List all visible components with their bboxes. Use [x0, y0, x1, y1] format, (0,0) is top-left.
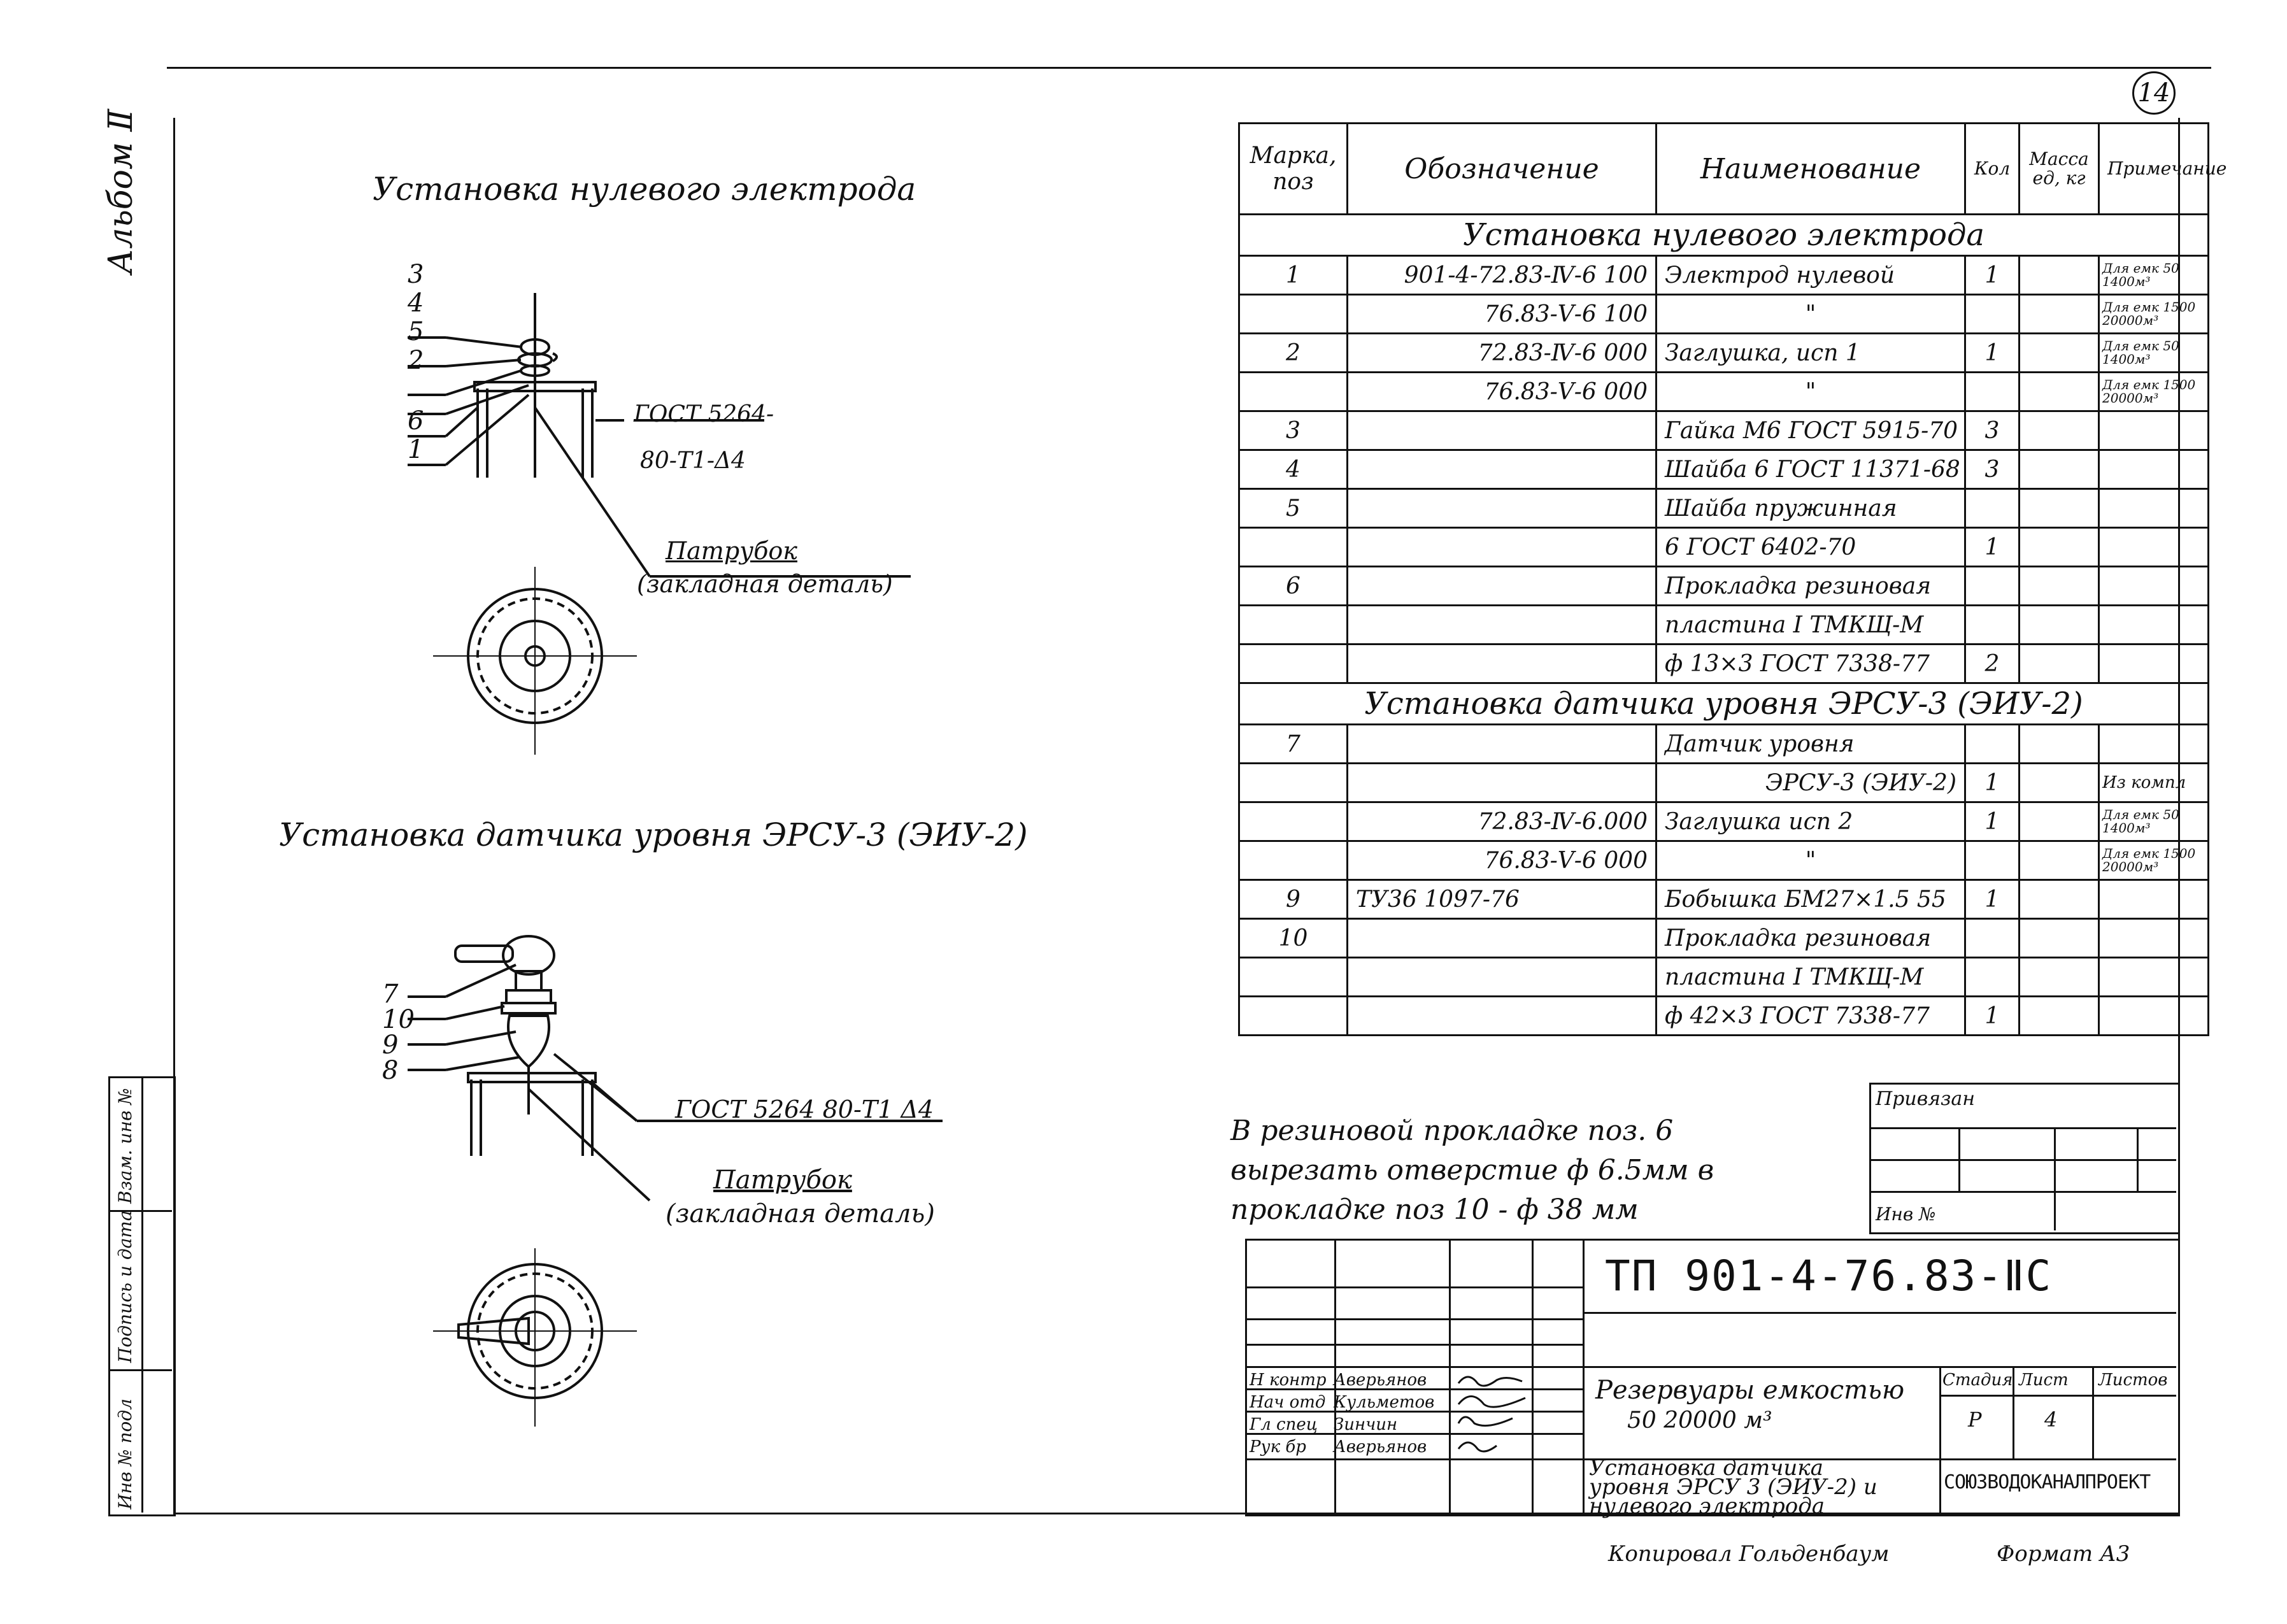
cell-pos: 5	[1239, 489, 1348, 528]
cell-name: Шайба 6 ГОСТ 11371-68	[1656, 450, 1965, 489]
signature-role: Н контр	[1250, 1371, 1327, 1390]
drawing1-title: Установка нулевого электрода	[373, 171, 916, 208]
cell-pos	[1239, 373, 1348, 411]
cell-pos	[1239, 295, 1348, 334]
drawing2-pipe-sublabel: (закладная деталь)	[666, 1199, 935, 1229]
table-row	[1239, 645, 2209, 683]
cell-name: Датчик уровня	[1656, 725, 1965, 764]
cell-qty: 2	[1965, 645, 2020, 683]
cell-note: Для емк 50 1400м³	[2099, 802, 2209, 841]
tb-rule	[1532, 1239, 1534, 1513]
table-row	[1239, 450, 2209, 489]
project-name: Резервуары емкостью	[1595, 1376, 1905, 1405]
sheet-number: 14	[2132, 71, 2176, 115]
cell-note	[2099, 606, 2209, 645]
specification-table	[1238, 122, 2227, 1036]
cell-des	[1348, 411, 1656, 450]
tb-rule	[1245, 1344, 1583, 1346]
cell-qty: 1	[1965, 997, 2020, 1036]
cell-des: 76.83-Ⅴ-6 000	[1348, 373, 1656, 411]
cell-mass	[2020, 802, 2099, 841]
cell-pos: 4	[1239, 450, 1348, 489]
drawing2-plan-view	[420, 1242, 662, 1433]
stage-label: Стадия	[1942, 1371, 2013, 1390]
privyazan-label: Привязан	[1876, 1088, 1976, 1110]
header-qty: Кол	[1965, 124, 2020, 215]
cell-name: Гайка М6 ГОСТ 5915-70	[1656, 411, 1965, 450]
drawing1-callout-4: 4	[408, 288, 424, 318]
privyazan-inv-label: Инв №	[1876, 1204, 1936, 1225]
cell-qty	[1965, 958, 2020, 997]
table-row	[1239, 997, 2209, 1036]
header-pos: Марка, поз	[1239, 124, 1348, 215]
cell-name: Прокладка резиновая	[1656, 919, 1965, 958]
cell-name: ЭРСУ-3 (ЭИУ-2)	[1656, 764, 1965, 802]
table-header-row	[1239, 124, 2209, 215]
cell-mass	[2020, 256, 2099, 295]
sheets-label: Листов	[2098, 1371, 2168, 1390]
section-title-1: Установка нулевого электрода	[1239, 215, 2209, 256]
cell-name: "	[1656, 841, 1965, 880]
cell-name: Бобышка БМ27×1.5 55	[1656, 880, 1965, 919]
sheet-label: Лист	[2019, 1371, 2069, 1390]
privyazan-rule	[1869, 1159, 2176, 1161]
cell-qty	[1965, 919, 2020, 958]
drawing1-pipe-label: Патрубок	[666, 537, 797, 565]
drawing1-callout-6: 6	[408, 406, 424, 436]
cell-qty: 1	[1965, 880, 2020, 919]
cell-pos: 7	[1239, 725, 1348, 764]
tb-rule	[1583, 1239, 1585, 1513]
strip-divider	[108, 1369, 172, 1371]
cell-qty	[1965, 606, 2020, 645]
cell-des	[1348, 997, 1656, 1036]
cell-mass	[2020, 841, 2099, 880]
tb-rule	[1245, 1366, 2176, 1368]
cell-qty	[1965, 489, 2020, 528]
cell-name: Шайба пружинная	[1656, 489, 1965, 528]
signature-role: Рук бр	[1250, 1437, 1306, 1457]
cell-des: 72.83-Ⅳ-6.000	[1348, 802, 1656, 841]
cell-des	[1348, 450, 1656, 489]
cell-des: 76.83-Ⅴ-6 000	[1348, 841, 1656, 880]
cell-name: Электрод нулевой	[1656, 256, 1965, 295]
strip-divider	[141, 1076, 143, 1513]
sheet-title-2: уровня ЭРСУ 3 (ЭИУ-2) и	[1589, 1474, 1877, 1500]
tb-rule	[2092, 1366, 2094, 1458]
privyazan-rule	[2137, 1127, 2139, 1191]
cell-note: Для емк 50 1400м³	[2099, 256, 2209, 295]
cell-note	[2099, 411, 2209, 450]
sheet-title-1: Установка датчика	[1589, 1455, 1823, 1481]
cell-mass	[2020, 958, 2099, 997]
signature-role: Нач отд	[1250, 1393, 1326, 1412]
cell-des	[1348, 919, 1656, 958]
cell-note: Для емк 1500 20000м³	[2099, 373, 2209, 411]
cell-pos: 1	[1239, 256, 1348, 295]
cell-note	[2099, 880, 2209, 919]
cell-note	[2099, 725, 2209, 764]
cell-pos: 2	[1239, 334, 1348, 373]
drawing1-weld-note-2: 80-Т1-Δ4	[640, 448, 746, 474]
privyazan-rule	[1869, 1127, 2176, 1129]
tb-rule	[1245, 1458, 1583, 1460]
header-designation: Обозначение	[1348, 124, 1656, 215]
drawing1-callout-3: 3	[408, 260, 424, 289]
cell-note	[2099, 489, 2209, 528]
tb-rule	[1449, 1239, 1451, 1513]
cell-mass	[2020, 489, 2099, 528]
table-row	[1239, 764, 2209, 802]
drawing2-title: Установка датчика уровня ЭРСУ-3 (ЭИУ-2)	[279, 816, 1028, 853]
cell-mass	[2020, 411, 2099, 450]
cell-des	[1348, 645, 1656, 683]
signature-name: Аверьянов	[1334, 1437, 1427, 1457]
privyazan-rule	[2054, 1127, 2056, 1230]
cell-pos: 3	[1239, 411, 1348, 450]
cell-qty: 3	[1965, 450, 2020, 489]
privyazan-rule	[1869, 1191, 2176, 1193]
sheet-title	[1589, 1455, 1877, 1519]
drawing1-weld-note: ГОСТ 5264-	[634, 401, 774, 427]
table-row	[1239, 489, 2209, 528]
table-row	[1239, 256, 2209, 295]
signature-row	[1250, 1369, 1434, 1458]
table-row	[1239, 802, 2209, 841]
cell-pos	[1239, 528, 1348, 567]
signature-name: Зинчин	[1334, 1415, 1398, 1434]
cell-qty: 1	[1965, 256, 2020, 295]
cell-des	[1348, 567, 1656, 606]
cell-name: пластина I ТМКЩ-М	[1656, 958, 1965, 997]
cell-des	[1348, 958, 1656, 997]
cell-mass	[2020, 645, 2099, 683]
doc-code: ТП 901-4-76.83-ⅡС	[1605, 1251, 2053, 1300]
organization: СОЮЗВОДОКАНАЛПРОЕКТ	[1944, 1471, 2151, 1493]
cell-note	[2099, 645, 2209, 683]
drawing2-callout-10: 10	[382, 1005, 415, 1034]
cell-note	[2099, 997, 2209, 1036]
cell-pos: 6	[1239, 567, 1348, 606]
header-note: Примечание	[2099, 124, 2209, 215]
cell-qty: 1	[1965, 802, 2020, 841]
table-row	[1239, 880, 2209, 919]
cell-note: Из компл	[2099, 764, 2209, 802]
cell-qty	[1965, 567, 2020, 606]
cell-name: Заглушка исп 2	[1656, 802, 1965, 841]
cell-note: Для емк 50 1400м³	[2099, 334, 2209, 373]
cell-des	[1348, 606, 1656, 645]
cell-qty	[1965, 373, 2020, 411]
drawing2-callout-8: 8	[382, 1056, 399, 1085]
footer-copied: Копировал Гольденбаум	[1608, 1541, 1890, 1567]
note-line-2: вырезать отверстие ф 6.5мм в	[1230, 1154, 1714, 1186]
drawing1-callout-2: 2	[408, 346, 424, 375]
tb-rule	[1583, 1312, 2176, 1314]
cell-mass	[2020, 764, 2099, 802]
sheet-title-3: нулевого электрода	[1589, 1493, 1825, 1519]
cell-name: "	[1656, 373, 1965, 411]
cell-pos	[1239, 841, 1348, 880]
cell-name: Прокладка резиновая	[1656, 567, 1965, 606]
cell-name: пластина I ТМКЩ-М	[1656, 606, 1965, 645]
cell-des	[1348, 489, 1656, 528]
privyazan-rule	[1958, 1127, 1960, 1191]
cell-mass	[2020, 725, 2099, 764]
table-row	[1239, 373, 2209, 411]
drawing2-callout-9: 9	[382, 1030, 399, 1060]
table-row	[1239, 567, 2209, 606]
cell-pos	[1239, 802, 1348, 841]
cell-pos: 9	[1239, 880, 1348, 919]
cell-qty	[1965, 295, 2020, 334]
cell-qty	[1965, 725, 2020, 764]
cell-note: Для емк 1500 20000м³	[2099, 841, 2209, 880]
table-row	[1239, 411, 2209, 450]
cell-des	[1348, 725, 1656, 764]
table-row	[1239, 528, 2209, 567]
cell-note	[2099, 919, 2209, 958]
project-name-2: 50 20000 м³	[1627, 1407, 1772, 1434]
cell-mass	[2020, 334, 2099, 373]
cell-qty: 1	[1965, 528, 2020, 567]
cutout-note	[1230, 1111, 1714, 1230]
section-title-2: Установка датчика уровня ЭРСУ-3 (ЭИУ-2)	[1239, 683, 2209, 725]
cell-qty: 1	[1965, 334, 2020, 373]
cell-note	[2099, 450, 2209, 489]
cell-mass	[2020, 528, 2099, 567]
drawing1-callout-1: 1	[408, 435, 424, 464]
drawing1-plan-view	[420, 560, 662, 764]
tb-rule	[1245, 1318, 1583, 1320]
cell-mass	[2020, 567, 2099, 606]
cell-mass	[2020, 373, 2099, 411]
cell-mass	[2020, 450, 2099, 489]
strip-label-vzam: Взам. инв №	[115, 1088, 136, 1204]
cell-name: ф 13×3 ГОСТ 7338-77	[1656, 645, 1965, 683]
drawing2-section-view	[382, 917, 1019, 1185]
table-row	[1239, 919, 2209, 958]
table-row	[1239, 725, 2209, 764]
top-rule	[167, 67, 2211, 69]
table-row	[1239, 958, 2209, 997]
cell-name: 6 ГОСТ 6402-70	[1656, 528, 1965, 567]
section-row-1	[1239, 215, 2209, 256]
cell-des	[1348, 528, 1656, 567]
cell-mass	[2020, 919, 2099, 958]
tb-rule	[1939, 1366, 1941, 1513]
album-label: Альбом Ⅱ	[102, 109, 140, 274]
drawing2-pipe-label: Патрубок	[713, 1165, 852, 1195]
cell-qty: 1	[1965, 764, 2020, 802]
strip-label-signature: Подпись и дата	[115, 1210, 136, 1363]
cell-pos	[1239, 645, 1348, 683]
signature-scribbles	[1452, 1369, 1532, 1458]
cell-qty: 3	[1965, 411, 2020, 450]
cell-name: ф 42×3 ГОСТ 7338-77	[1656, 997, 1965, 1036]
cell-pos	[1239, 997, 1348, 1036]
stage-value: Р	[1968, 1407, 1982, 1432]
drawing1-callout-5: 5	[408, 317, 424, 346]
footer-format: Формат А3	[1997, 1541, 2130, 1567]
cell-pos	[1239, 958, 1348, 997]
cell-note	[2099, 567, 2209, 606]
section-row-2	[1239, 683, 2209, 725]
drawing1-pipe-sublabel: (закладная деталь)	[637, 570, 893, 598]
table-row	[1239, 334, 2209, 373]
cell-des: 72.83-Ⅳ-6 000	[1348, 334, 1656, 373]
table-row	[1239, 295, 2209, 334]
header-mass: Масса ед, кг	[2020, 124, 2099, 215]
cell-mass	[2020, 997, 2099, 1036]
table-row	[1239, 841, 2209, 880]
cell-mass	[2020, 606, 2099, 645]
cell-mass	[2020, 880, 2099, 919]
table-row	[1239, 606, 2209, 645]
cell-name: Заглушка, исп 1	[1656, 334, 1965, 373]
cell-name: "	[1656, 295, 1965, 334]
cell-des: 76.83-Ⅴ-6 100	[1348, 295, 1656, 334]
cell-note: Для емк 1500 20000м³	[2099, 295, 2209, 334]
drawing2-callout-7: 7	[382, 979, 399, 1009]
signature-name: Кульметов	[1334, 1393, 1435, 1412]
note-line-1: В резиновой прокладке поз. 6	[1230, 1115, 1674, 1147]
signature-role: Гл спец	[1250, 1415, 1318, 1434]
cell-mass	[2020, 295, 2099, 334]
cell-note	[2099, 528, 2209, 567]
strip-label-inv: Инв № подл	[115, 1399, 136, 1509]
note-line-3: прокладке поз 10 - ф 38 мм	[1230, 1193, 1639, 1226]
cell-des: 901-4-72.83-Ⅳ-6 100	[1348, 256, 1656, 295]
cell-pos	[1239, 764, 1348, 802]
header-name: Наименование	[1656, 124, 1965, 215]
cell-des	[1348, 764, 1656, 802]
signature-name: Аверьянов	[1334, 1371, 1427, 1390]
cell-pos	[1239, 606, 1348, 645]
tb-rule	[1939, 1395, 2176, 1397]
drawing2-weld-note: ГОСТ 5264 80-Т1 Δ4	[675, 1095, 934, 1123]
cell-note	[2099, 958, 2209, 997]
sheet-value: 4	[2044, 1407, 2058, 1432]
cell-pos: 10	[1239, 919, 1348, 958]
cell-des: ТУ36 1097-76	[1348, 880, 1656, 919]
tb-rule	[1245, 1286, 1583, 1288]
cell-qty	[1965, 841, 2020, 880]
